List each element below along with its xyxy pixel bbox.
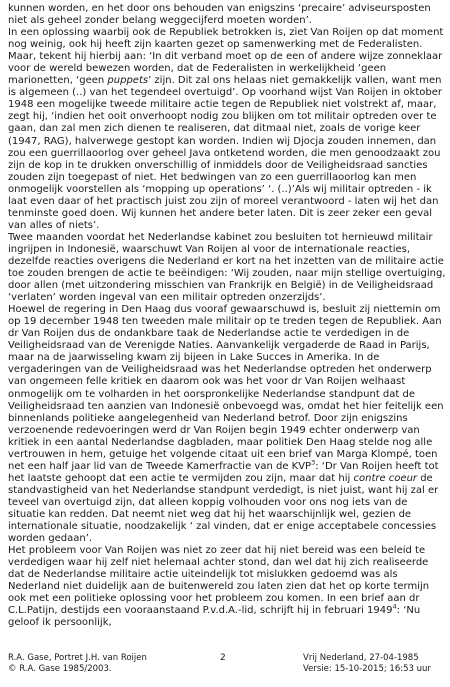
paragraph-text: : ‘Nu geloof ik persoonlijk, <box>8 605 421 629</box>
article-body <box>8 3 446 629</box>
paragraph-text: ’ zijn. Dit zal ons helaas niet gemakkelijk vallen, want men is algemeen (..) van het tegendeel overtuigd’. Op voorhand wijst Van Roijen in oktober 1948 een mogelijke tweede militaire actie tegen de Republiek niet volstrekt af, maar, zegt hij, ‘indien het ooit onverhoopt nodig zou blijken om tot militair optreden over te gaan, dan zal men zich dienen te realiseren, dat ditmaal niet, zoals de vorige keer (1947, RAG), halverwege gestopt kan worden. Indien wij Djocja zouden innemen, dan zou een guerrillaoorlog over geheel Java ontketend worden, die men genoodzaakt zou zijn de kop in te drukken onverschillig of inmiddels door de Veiligheidsraad sancties zouden zijn toegepast of niet. Het bedwingen van zo een guerrillaoorlog kan men onmogelijk voorstellen als ‘mopping up operations’ ‘. (..)’Als wij militair optreden - ik laat even daar of het practisch juist zou zijn of moreel verantwoord - laten wij het dan tenminste goed doen. Wij kunnen het andere beter laten. Dit is zeer zeker een geval van alles of niets’. <box>8 75 442 231</box>
footer-author-block <box>8 653 147 675</box>
paragraph-text: In een oplossing waarbij ook de Republiek betrokken is, ziet Van Roijen op dat moment nog weinig, ook hij heeft zijn kaarten gezet op samenwerking met de Federalisten. Maar, tekent hij hierbij aan: ‘In dit verband moet op de een of andere wijze zonneklaar voor de wereld bewezen worden, dat de Federalisten in werkelijkheid ‘geen marionetten, ‘geen <box>8 27 444 87</box>
footer-source: Vrij Nederland, 27-04-1985 <box>303 653 419 663</box>
footer-author-title: R.A. Gase, Portret J.H. van Roijen <box>8 653 147 663</box>
footnote-marker: 3 <box>311 458 316 467</box>
footer-version: Versie: 15-10-2015; 16:53 uur <box>303 664 431 674</box>
emphasized-text: contre coeur <box>353 472 418 484</box>
paragraph-text: de standvastigheid van het Nederlandse standpunt verdedigt, is niet juist, want hij zal er teveel van overtuigd zijn, dat alleen koppig volhouden voor ons nog iets van de situatie kan redden. Dat neemt niet weg dat hij het waarschijnlijk wel, gezien de internationale situatie, noodzakelijk ‘ zal vinden, dat er enige acceptabele concessies worden gedaan’. <box>8 472 439 545</box>
emphasized-text: puppets <box>107 75 149 87</box>
footnote-marker: 4 <box>392 603 397 612</box>
paragraph <box>8 304 446 545</box>
footer-source-block <box>303 653 431 675</box>
paragraph-text: : ‘Dr Van Roijen heeft tot het laatste gehoopt dat een actie te vermijden zou zijn, maar dat hij <box>8 460 439 484</box>
page-number: 2 <box>220 653 226 663</box>
paragraph <box>8 3 446 27</box>
paragraph <box>8 27 446 232</box>
paragraph-text: kunnen worden, en het door ons behouden van enigszins ‘precaire’ adviseursposten niet als geheel zonder belang weggecijferd moeten worden’. <box>8 3 431 27</box>
paragraph-text: Hoewel de regering in Den Haag dus vooraf gewaarschuwd is, besluit zij niettemin om op 19 december 1948 ten tweeden male militair op te treden tegen de Republiek. Aan dr Van Roijen dus de ondankbare taak de Nederlandse actie te verdedigen in de Veiligheidsraad van de Verenigde Naties. Aanvankelijk vergaderde de Raad in Parijs, maar na de jaarwisseling kwam zij bijeen in Lake Succes in Amerika. In de vergaderingen van de Veiligheidsraad was het Nederlandse optreden het onderwerp van ongemeen felle kritiek en daarom ook was het voor dr Van Roijen welhaast onmogelijk om te volharden in het oorspronkelijke Nederlandse standpunt dat de Veiligheidsraad ten aanzien van Indonesië onbevoegd was, omdat het hier feitelijk een binnenlands politieke aangelegenheid van Nederland betrof. Door zijn enigszins verzoenende redevoeringen werd dr Van Roijen begin 1949 echter onderwerp van kritiek in een aantal Nederlandse dagbladen, maar politiek Den Haag stelde nog alle vertrouwen in hem, getuige het volgende citaat uit een brief van Marga Klompé, toen net een half jaar lid van de Tweede Kamerfractie van de KVP <box>8 304 444 472</box>
footer-copyright: © R.A. Gase 1985/2003. <box>8 664 112 674</box>
paragraph <box>8 232 446 304</box>
paragraph <box>8 545 446 629</box>
page-footer <box>8 653 446 681</box>
paragraph-text: Twee maanden voordat het Nederlandse kabinet zou besluiten tot hernieuwd militair ingrijpen in Indonesië, waarschuwt Van Roijen al voor de internationale reacties, dezelfde reacties overigens die Nederland er kort na het inzetten van de militaire actie toe zouden brengen de actie te beëindigen: ‘Wij zouden, naar mijn stellige overtuiging, door allen (met uitzondering misschien van Frankrijk en België) in de Veiligheidsraad ‘verlaten’ worden ingeval van een militair optreden onzerzijds’. <box>8 231 446 304</box>
paragraph-text: Het probleem voor Van Roijen was niet zo zeer dat hij niet bereid was een beleid te verdedigen waar hij zelf niet helemaal achter stond, dan wel dat hij zich realiseerde dat de Nederlandse militaire actie uiteindelijk tot mislukken gedoemd was als Nederland niet duidelijk aan de buitenwereld zou laten zien dat het op korte termijn ook met een politieke oplossing voor het probleem zou komen. In een brief aan dr C.L.Patijn, destijds een vooraanstaand P.v.d.A.-lid, schrijft hij in februari 1949 <box>8 545 430 617</box>
